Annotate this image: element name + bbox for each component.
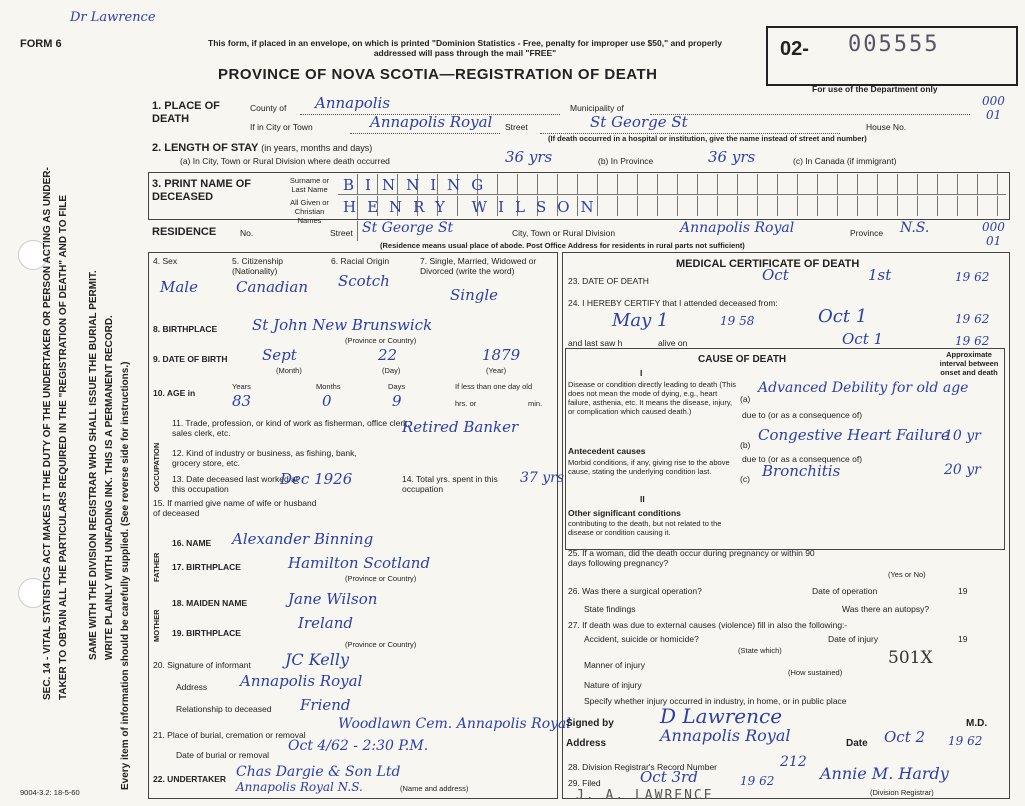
- manner-label: Manner of injury: [584, 660, 645, 670]
- dob-label: 9. DATE OF BIRTH: [153, 354, 228, 364]
- father-bp-label: 17. BIRTHPLACE: [172, 562, 241, 572]
- sex-value: Male: [160, 278, 198, 296]
- signed-label: Signed by: [566, 718, 614, 729]
- mother-bp-value: Ireland: [298, 614, 353, 632]
- dob-day-hint: (Day): [382, 366, 401, 375]
- q11-label: 11. Trade, profession, or kind of work as fisherman, office clerk, sales clerk, etc.: [172, 418, 410, 438]
- q28-label: 28. Division Registrar's Record Number: [568, 762, 718, 772]
- hrs-label: hrs. or: [455, 399, 477, 408]
- death-month: Oct: [762, 266, 789, 284]
- occupation-side: OCCUPATION: [152, 442, 161, 492]
- surname-value: BINNING: [343, 176, 495, 194]
- q25-label: 25. If a woman, did the death occur during pregnancy or within 90 days following pregnancy?: [568, 548, 815, 568]
- stay-a-label: (a) In City, Town or Rural Division where death occurred: [180, 156, 390, 166]
- cause-title: CAUSE OF DEATH: [698, 354, 787, 365]
- attend-from-year: 19 58: [720, 314, 755, 328]
- reg-prefix: 02-: [780, 38, 809, 60]
- q12-label: 12. Kind of industry or business, as fishing, bank, grocery store, etc.: [172, 448, 357, 468]
- informant-sig-label: 20. Signature of informant: [153, 660, 251, 670]
- q24-label: 24. I HEREBY CERTIFY that I attended deceased from:: [568, 298, 778, 308]
- date-injury-19: 19: [958, 634, 968, 644]
- residence-label: RESIDENCE: [152, 226, 217, 238]
- street-value: St George St: [590, 113, 688, 131]
- county-label: County of: [250, 103, 287, 113]
- undertaker-label: 22. UNDERTAKER: [153, 774, 227, 784]
- race-label: 6. Racial Origin: [331, 256, 390, 266]
- father-side: FATHER: [152, 552, 161, 582]
- years-label: Years: [232, 382, 251, 391]
- footer-signature: J. A. LAWRENCE: [576, 788, 714, 803]
- house-label: House No.: [866, 122, 907, 132]
- signed-value: D Lawrence: [660, 704, 783, 728]
- name-label-text: PRINT NAME OF DECEASED: [152, 178, 252, 203]
- q15-label: 15. If married give name of wife or husband of deceased: [153, 498, 317, 518]
- undertaker-name: Chas Dargie & Son Ltd: [236, 764, 401, 780]
- address-label: Address: [566, 738, 607, 749]
- dept-use-label: For use of the Department only: [812, 84, 938, 94]
- nature-label: Nature of injury: [584, 680, 642, 690]
- stay-sub: (in years, months and days): [261, 143, 373, 153]
- alive-on-label: alive on: [658, 338, 688, 348]
- postage-note: This form, if placed in an envelope, on which is printed "Dominion Statistics - Free, penalty for improper use $50," and properly addressed will pass through the mail "FREE": [208, 38, 722, 58]
- cause-a-value: Advanced Debility for old age: [758, 380, 969, 396]
- father-name-value: Alexander Binning: [232, 530, 374, 548]
- death-day: 1st: [868, 266, 892, 284]
- given-value: HENRY WILSON: [343, 198, 605, 216]
- attend-to: Oct 1: [818, 306, 868, 327]
- dept-code-2: 01: [986, 108, 1002, 122]
- birthplace-value: St John New Brunswick: [252, 316, 433, 334]
- dob-year: 1879: [482, 346, 521, 364]
- death-year: 19 62: [955, 270, 990, 284]
- attend-from: May 1: [612, 310, 669, 331]
- q23-label: 23. DATE OF DEATH: [568, 276, 649, 286]
- reg-number-box: [766, 26, 1018, 86]
- days-label: Days: [388, 382, 406, 391]
- birthplace-hint: (Province or Country): [345, 336, 417, 345]
- status-label: 7. Single, Married, Widowed or Divorced (write the word): [420, 256, 537, 276]
- birthplace-label: 8. BIRTHPLACE: [153, 324, 218, 334]
- q11-value: Retired Banker: [402, 418, 519, 436]
- dob-year-hint: (Year): [486, 366, 507, 375]
- side-text-1: SEC. 14 - VITAL STATISTICS ACT MAKES IT THE DUTY OF THE UNDERTAKER OR PERSON ACTING AS UNDER-: [42, 167, 53, 700]
- record-number: 212: [780, 754, 807, 770]
- residence-city-label: City, Town or Rural Division: [512, 228, 616, 238]
- mother-side: MOTHER: [152, 609, 161, 642]
- mother-bp-hint: (Province or Country): [345, 640, 417, 649]
- interval-head: Approximate interval between onset and death: [939, 350, 999, 377]
- q13-value: Dec 1926: [280, 470, 353, 488]
- place-hint: (If death occurred in a hospital or institution, give the name instead of street and number): [548, 134, 867, 143]
- cause-b-marker: (b): [740, 440, 751, 450]
- side-text-3: SAME WITH THE DIVISION REGISTRAR WHO SHALL ISSUE THE BURIAL PERMIT.: [88, 270, 99, 660]
- state-which: (State which): [738, 646, 782, 655]
- citizenship-label: 5. Citizenship (Nationality): [232, 256, 284, 276]
- stay-label-text: LENGTH OF STAY: [164, 142, 259, 154]
- side-text-5: Every item of information should be carefully supplied. (See reverse side for instructions.): [120, 361, 131, 790]
- burial-place-label: 21. Place of burial, cremation or removal: [153, 730, 306, 740]
- stay-b-label: (b) In Province: [598, 156, 654, 166]
- informant-rel-value: Friend: [300, 696, 351, 714]
- city-value: Annapolis Royal: [370, 113, 493, 131]
- informant-addr-value: Annapolis Royal: [240, 672, 363, 690]
- sex-label: 4. Sex: [153, 256, 178, 266]
- due-to-1: due to (or as a consequence of): [742, 410, 863, 420]
- side-text-2: TAKER TO OBTAIN ALL THE PARTICULARS REQUIRED IN THE "REGISTRATION OF DEATH" AND TO FILE: [58, 194, 69, 700]
- street-field[interactable]: [540, 119, 840, 134]
- days-value: 9: [392, 392, 402, 410]
- other-sub: contributing to the death, but not related to the disease or condition causing it.: [568, 519, 722, 537]
- dept-code-3: 000: [982, 220, 1005, 234]
- accident-label: Accident, suicide or homicide?: [584, 634, 699, 644]
- residence-hint: (Residence means usual place of abode. Post Office Address for residents in rural parts not sufficient): [380, 241, 745, 250]
- burial-place-value: Woodlawn Cem. Annapolis Royal: [338, 716, 571, 732]
- side-text-4: WRITE PLAINLY WITH UNFADING INK. THIS IS A PERMANENT RECORD.: [104, 315, 115, 660]
- sustained-hint: (How sustained): [788, 668, 843, 677]
- margin-note: Dr Lawrence: [70, 10, 156, 25]
- disease-label: Disease or condition directly leading to death (This does not mean the mode of dying, e.g., heart failure, asthenia, etc. It means the disease, injury, or complication which caused death.): [568, 380, 737, 416]
- father-bp-value: Hamilton Scotland: [288, 554, 431, 572]
- q14-label: 14. Total yrs. spent in this occupation: [402, 474, 498, 494]
- stay-a-value: 36 yrs: [505, 148, 553, 166]
- filed-value: Oct 3rd: [640, 768, 698, 786]
- stay-label: 2. LENGTH OF STAY (in years, months and days): [152, 142, 373, 154]
- date-injury-label: Date of injury: [828, 634, 879, 644]
- date-year: 19 62: [948, 734, 983, 748]
- dept-code-4: 01: [986, 234, 1002, 248]
- age-label: 10. AGE in: [153, 388, 196, 398]
- q27-label: 27. If death was due to external causes (violence) fill in also the following:-: [568, 620, 848, 630]
- medical-title: MEDICAL CERTIFICATE OF DEATH: [676, 258, 860, 270]
- status-value: Single: [450, 286, 499, 304]
- date-label: Date: [846, 738, 868, 749]
- dob-day: 22: [378, 346, 398, 364]
- informant-rel-label: Relationship to deceased: [176, 704, 272, 714]
- given-label: All Given or Christian Names: [290, 198, 329, 225]
- roman-2: II: [640, 494, 645, 504]
- roman-1: I: [640, 368, 643, 378]
- less-than-day: If less than one day old: [455, 382, 533, 391]
- informant-sig-value: JC Kelly: [285, 650, 350, 669]
- residence-prov-value: N.S.: [900, 220, 930, 236]
- municipality-field[interactable]: [650, 100, 970, 115]
- cause-c-marker: (c): [740, 474, 750, 484]
- md-label: M.D.: [966, 718, 988, 729]
- undertaker-addr: Annapolis Royal N.S.: [236, 780, 363, 794]
- mother-bp-label: 19. BIRTHPLACE: [172, 628, 241, 638]
- form-number: FORM 6: [20, 38, 62, 50]
- mother-name-value: Jane Wilson: [288, 590, 378, 608]
- registrar-sig: Annie M. Hardy: [820, 764, 949, 783]
- years-value: 83: [232, 392, 252, 410]
- yes-no-hint: (Yes or No): [888, 570, 926, 579]
- attend-to-year: 19 62: [955, 312, 990, 326]
- dept-code-1: 000: [982, 94, 1005, 108]
- other-label: Other significant conditions: [568, 508, 681, 518]
- filed-year: 19 62: [740, 774, 775, 788]
- burial-date-value: Oct 4/62 - 2:30 P.M.: [288, 738, 429, 754]
- city-label: If in City or Town: [250, 122, 313, 132]
- cause-c-value: Bronchitis: [762, 462, 841, 480]
- date-value: Oct 2: [884, 728, 926, 746]
- residence-city-value: Annapolis Royal: [680, 220, 795, 236]
- place-label-text: PLACE OF DEATH: [152, 100, 220, 125]
- citizenship-value: Canadian: [236, 278, 309, 296]
- min-label: min.: [528, 399, 543, 408]
- cause-a-marker: (a): [740, 394, 751, 404]
- burial-date-label: Date of burial or removal: [176, 750, 270, 760]
- county-value: Annapolis: [315, 94, 391, 112]
- race-value: Scotch: [338, 272, 390, 290]
- residence-prov-label: Province: [850, 228, 884, 238]
- months-label: Months: [316, 382, 341, 391]
- dob-month: Sept: [262, 346, 297, 364]
- residence-no-label: No.: [240, 228, 254, 238]
- municipality-label: Municipality of: [570, 103, 624, 113]
- q26-label: 26. Was there a surgical operation?: [568, 586, 702, 596]
- dob-month-hint: (Month): [276, 366, 302, 375]
- specify-label: Specify whether injury occurred in industry, in home, or in public place: [584, 696, 847, 706]
- date-op-label: Date of operation: [812, 586, 878, 596]
- last-seen-label: and last saw h: [568, 338, 623, 348]
- cause-c-interval: 20 yr: [944, 462, 981, 478]
- autopsy-label: Was there an autopsy?: [842, 604, 930, 614]
- antecedent-sub: Morbid conditions, if any, giving rise to the above cause, stating the underlying condition last.: [568, 458, 730, 476]
- reg-number: 005555: [848, 32, 940, 57]
- street-label: Street: [505, 122, 528, 132]
- residence-street-value: St George St: [362, 220, 454, 236]
- place-label: 1. PLACE OF DEATH: [152, 100, 220, 125]
- form-title: PROVINCE OF NOVA SCOTIA—REGISTRATION OF DEATH: [218, 66, 658, 83]
- cause-b-interval: 10 yr: [944, 428, 981, 444]
- informant-addr-label: Address: [176, 682, 208, 692]
- q14-value: 37 yrs: [520, 470, 565, 486]
- cause-b-value: Congestive Heart Failure: [758, 426, 950, 444]
- stay-b-value: 36 yrs: [708, 148, 756, 166]
- footer-code: 9004-3.2: 18-5-60: [20, 788, 80, 797]
- q13-label: 13. Date deceased last worked at this occupation: [172, 474, 299, 494]
- due-to-2: due to (or as a consequence of): [742, 454, 863, 464]
- address-value: Annapolis Royal: [660, 726, 791, 745]
- code-value: 501X: [888, 648, 933, 668]
- name-label: 3. PRINT NAME OF DECEASED: [152, 178, 252, 203]
- q29-label: 29. Filed: [568, 778, 601, 788]
- father-name-label: 16. NAME: [172, 538, 212, 548]
- alive-year: 19 62: [955, 334, 990, 348]
- residence-street-label: Street: [330, 228, 353, 238]
- alive-date: Oct 1: [842, 330, 884, 348]
- findings-label: State findings: [584, 604, 636, 614]
- mother-name-label: 18. MAIDEN NAME: [172, 598, 248, 608]
- surname-label: Surname or Last Name: [289, 176, 330, 194]
- months-value: 0: [322, 392, 332, 410]
- date-op-19: 19: [958, 586, 968, 596]
- registrar-hint: (Division Registrar): [870, 788, 934, 797]
- antecedent-label: Antecedent causes: [568, 446, 646, 456]
- undertaker-hint: (Name and address): [400, 784, 469, 793]
- stay-c-label: (c) In Canada (if immigrant): [793, 156, 897, 166]
- father-bp-hint: (Province or Country): [345, 574, 417, 583]
